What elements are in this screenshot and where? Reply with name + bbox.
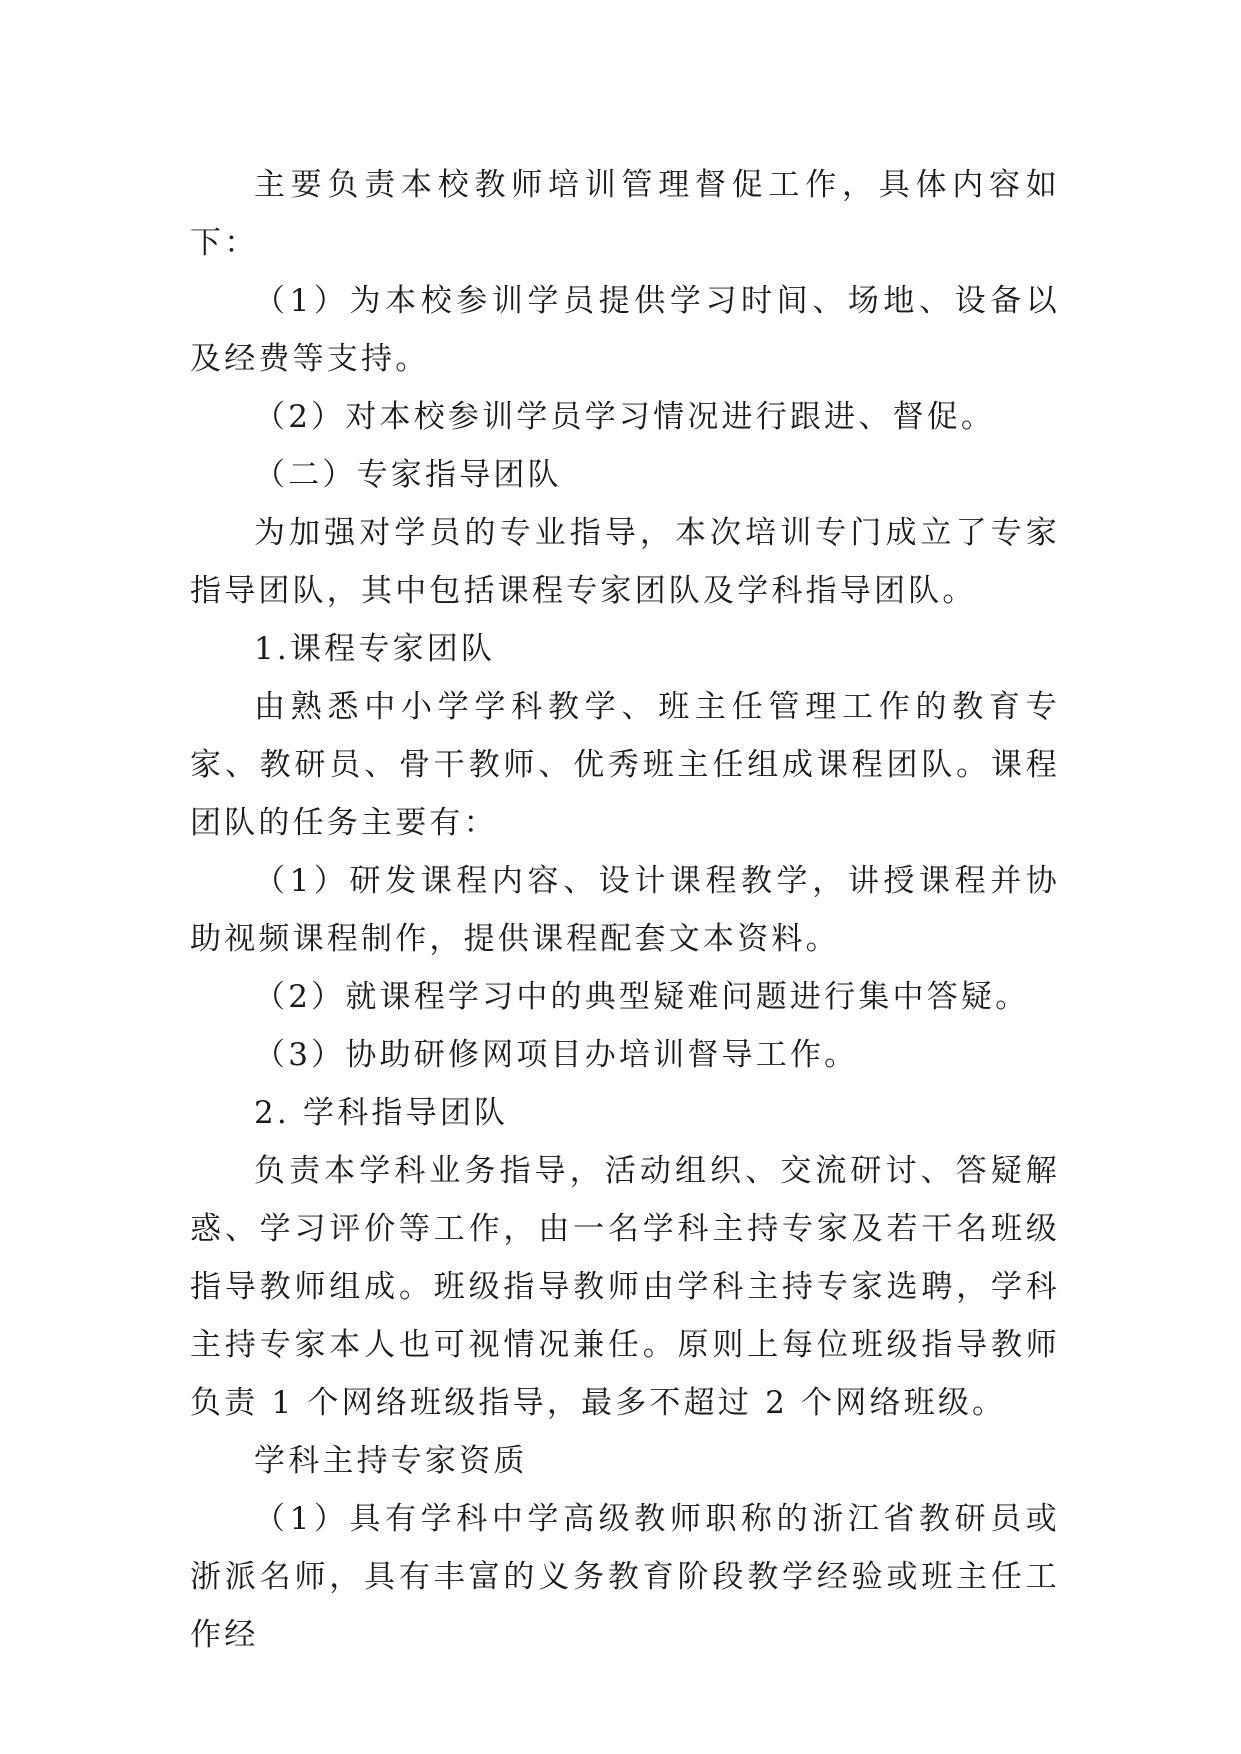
document-body xyxy=(190,156,1060,1664)
subsection-heading-course-team: 1.课程专家团队 xyxy=(254,631,496,667)
list-item-qualification-1: （1）具有学科中学高级教师职称的浙江省教研员或浙派名师，具有丰富的义务教育阶段教学经验或班主任工作经 xyxy=(190,1501,1060,1653)
subsection-heading-subject-team: 2. 学科指导团队 xyxy=(254,1095,509,1131)
list-item-school-support: （1）为本校参训学员提供学习时间、场地、设备以及经费等支持。 xyxy=(190,283,1060,377)
heading-host-expert-qualification: 学科主持专家资质 xyxy=(254,1443,528,1479)
list-item-school-follow-up: （2）对本校参训学员学习情况进行跟进、督促。 xyxy=(254,399,996,435)
section-heading-expert-team: （二）专家指导团队 xyxy=(254,457,562,493)
list-item-course-dev: （1）研发课程内容、设计课程教学，讲授课程并协助视频课程制作，提供课程配套文本资料。 xyxy=(190,863,1060,957)
list-item-course-supervision: （3）协助研修网项目办培训督导工作。 xyxy=(254,1037,859,1073)
paragraph-subject-team: 负责本学科业务指导，活动组织、交流研讨、答疑解惑、学习评价等工作，由一名学科主持专家及若干名班级指导教师组成。班级指导教师由学科主持专家选聘，学科主持专家本人也可视情况兼任。原则上每位班级指导教师负责 1 个网络班级指导，最多不超过 2 个网络班级。 xyxy=(190,1153,1060,1421)
list-item-course-qa: （2）就课程学习中的典型疑难问题进行集中答疑。 xyxy=(254,979,1030,1015)
paragraph-school-duties: 主要负责本校教师培训管理督促工作，具体内容如下： xyxy=(190,167,1060,261)
paragraph-expert-team-intro: 为加强对学员的专业指导，本次培训专门成立了专家指导团队，其中包括课程专家团队及学科指导团队。 xyxy=(190,515,1060,609)
paragraph-course-team: 由熟悉中小学学科教学、班主任管理工作的教育专家、教研员、骨干教师、优秀班主任组成课程团队。课程团队的任务主要有： xyxy=(190,689,1060,841)
